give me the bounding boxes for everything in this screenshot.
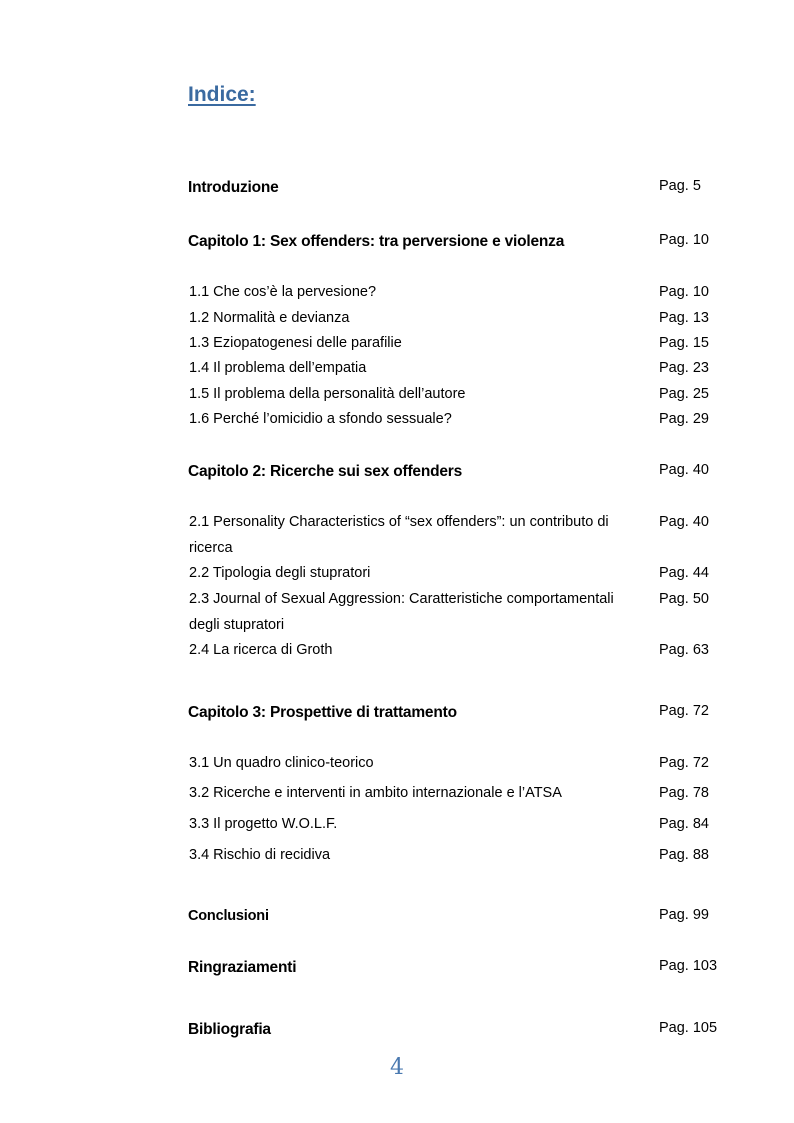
page-number: 4 [390, 1055, 404, 1080]
toc-entry-page: Pag. 25 [659, 386, 709, 402]
toc-entry-page: Pag. 40 [659, 462, 709, 478]
toc-entry-page: Pag. 15 [659, 335, 709, 351]
toc-entry-page: Pag. 29 [659, 411, 709, 427]
toc-entry-label: Conclusioni [188, 908, 269, 924]
toc-entry-page: Pag. 50 [659, 591, 709, 607]
toc-entry-label: 1.2 Normalità e devianza [189, 310, 350, 326]
toc-entry-label: 3.2 Ricerche e interventi in ambito internazionale e l’ATSA [189, 785, 562, 801]
toc-entry-page: Pag. 10 [659, 232, 709, 248]
toc-entry-label: 2.3 Journal of Sexual Aggression: Caratteristiche comportamentali degli stupratori [189, 591, 614, 633]
toc-entry-label: 1.6 Perché l’omicidio a sfondo sessuale? [189, 411, 452, 427]
toc-entry-page: Pag. 23 [659, 360, 709, 376]
toc-entry-page: Pag. 72 [659, 703, 709, 719]
toc-entry-label: Ringraziamenti [188, 959, 297, 976]
toc-entry-label: 3.4 Rischio di recidiva [189, 847, 331, 863]
toc-entry-label: 2.1 Personality Characteristics of “sex offenders”: un contributo di ricerca [189, 514, 609, 556]
toc-entry-page: Pag. 103 [659, 958, 718, 974]
toc-entry-label: 3.1 Un quadro clinico-teorico [189, 755, 374, 771]
toc-entry-label: 2.4 La ricerca di Groth [189, 642, 333, 658]
toc-entry-page: Pag. 78 [659, 785, 709, 801]
toc-entry-page: Pag. 105 [659, 1020, 718, 1036]
toc-entry-label: 1.1 Che cos’è la pervesione? [189, 284, 377, 300]
toc-entry-page: Pag. 84 [659, 816, 709, 832]
toc-entry-label: 1.5 Il problema della personalità dell’autore [189, 386, 466, 402]
toc-entry-label: Capitolo 2: Ricerche sui sex offenders [188, 463, 463, 480]
toc-entry-page: Pag. 5 [659, 178, 701, 194]
toc-entry-label: 3.3 Il progetto W.O.L.F. [189, 816, 338, 832]
toc-title: Indice: [188, 83, 256, 106]
toc-entry-label: Capitolo 3: Prospettive di trattamento [188, 704, 457, 721]
toc-entry-label: 2.2 Tipologia degli stupratori [189, 565, 371, 581]
toc-entry-page: Pag. 88 [659, 847, 709, 863]
toc-entry-page: Pag. 72 [659, 755, 709, 771]
toc-entry-label: 1.4 Il problema dell’empatia [189, 360, 367, 376]
toc-entry-label: 1.3 Eziopatogenesi delle parafilie [189, 335, 402, 351]
toc-entry-label: Introduzione [188, 179, 279, 196]
toc-entry-label: Capitolo 1: Sex offenders: tra perversione e violenza [188, 233, 565, 250]
toc-entry-page: Pag. 13 [659, 310, 709, 326]
toc-entry-page: Pag. 10 [659, 284, 709, 300]
toc-entry-label: Bibliografia [188, 1021, 271, 1038]
toc-entry-page: Pag. 99 [659, 907, 709, 923]
toc-entry-page: Pag. 40 [659, 514, 709, 530]
toc-entry-page: Pag. 44 [659, 565, 709, 581]
toc-entry-page: Pag. 63 [659, 642, 709, 658]
